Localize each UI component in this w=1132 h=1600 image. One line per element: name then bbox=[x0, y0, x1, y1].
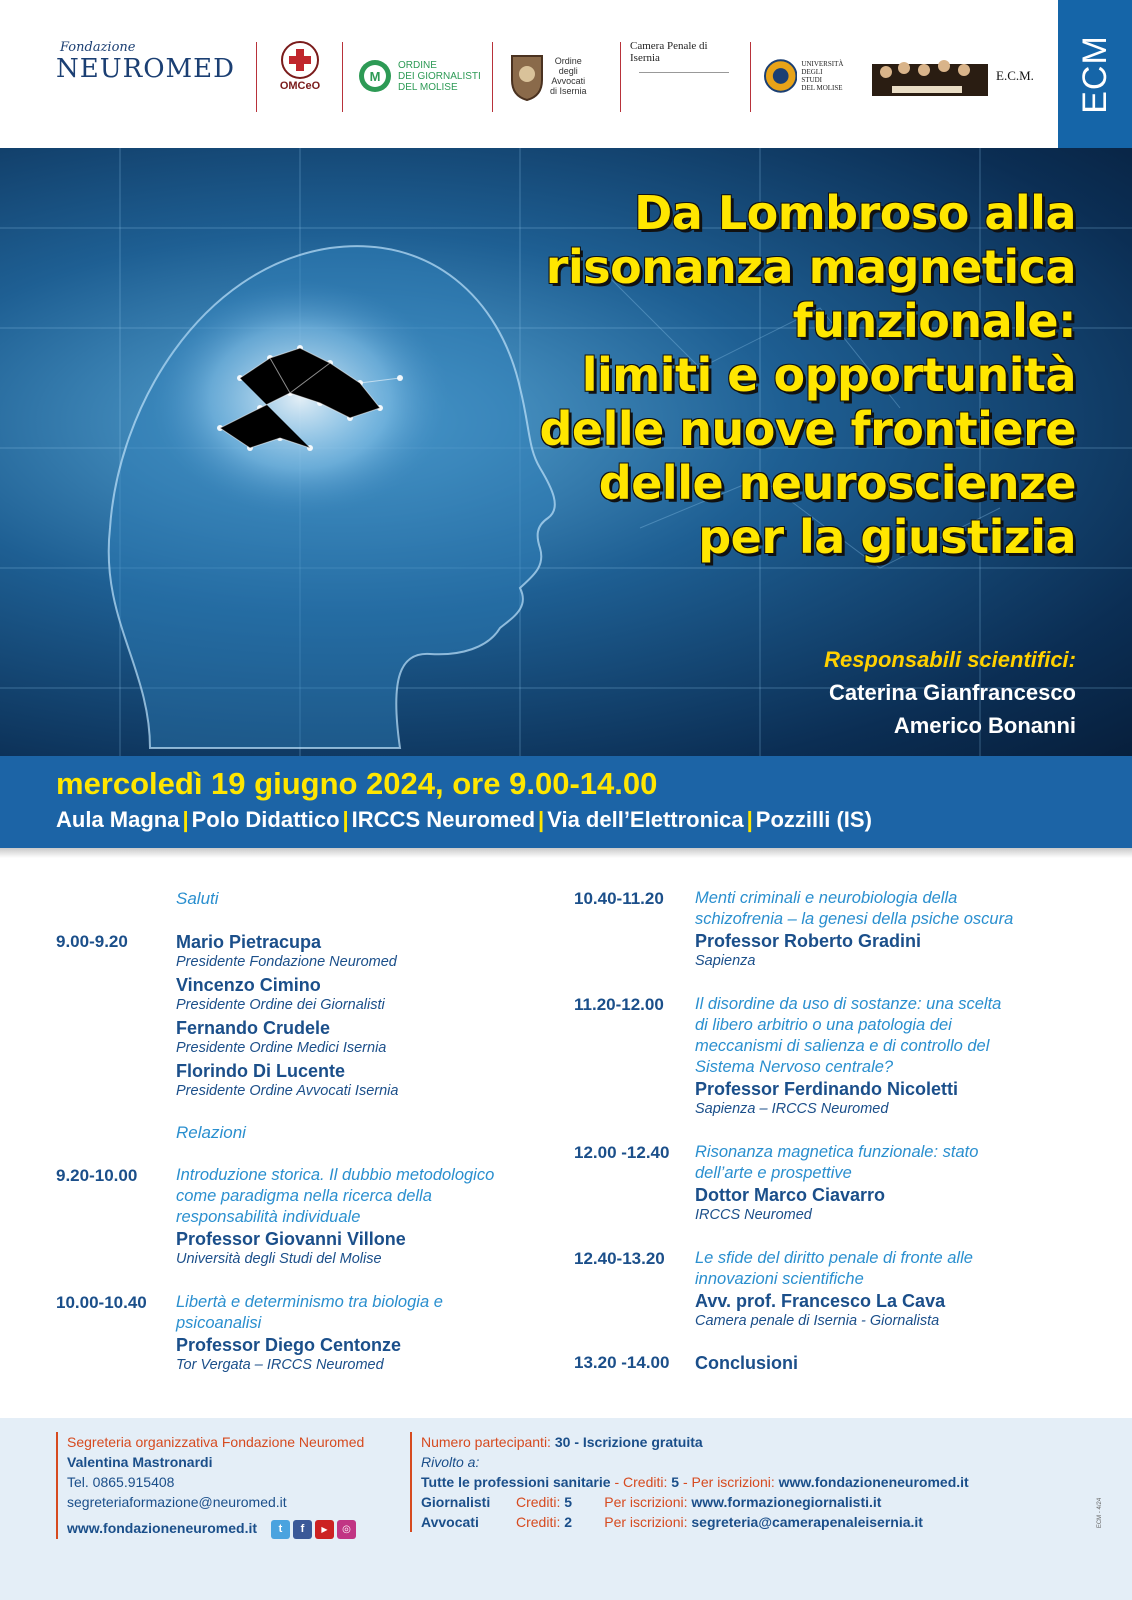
document-code: ECM - 4/24 bbox=[1097, 1497, 1104, 1529]
ordine-avvocati-text: Ordine degli Avvocati di Isernia bbox=[550, 56, 587, 96]
ordine-avvocati-logo bbox=[508, 40, 608, 112]
avvocati-crest-icon bbox=[508, 50, 546, 102]
program-entry-closing: 13.20 -14.00 Conclusioni bbox=[574, 1353, 798, 1373]
divider bbox=[492, 42, 493, 112]
svg-text:M: M bbox=[369, 69, 381, 84]
divider bbox=[750, 42, 751, 112]
omceo-emblem-icon bbox=[280, 40, 320, 80]
program-entry: 12.40-13.20 Le sfide del diritto penale di fronte alle innovazioni scientifiche Avv. prof. Francesco La Cava Camera penale di Isernia - Giornalista bbox=[574, 1249, 973, 1329]
registration-link[interactable]: www.formazionegiornalisti.it bbox=[691, 1494, 882, 1510]
ecm-tab: ECM bbox=[1058, 0, 1132, 148]
band-shadow bbox=[0, 848, 1132, 858]
event-title: Da Lombroso alla risonanza magnetica funzionale: limiti e opportunità delle nuove frontiere delle neuroscienze per la giustizia bbox=[539, 186, 1076, 564]
twitter-icon[interactable]: t bbox=[271, 1520, 290, 1539]
camera-penale-logo: Camera Penale di Isernia bbox=[630, 40, 738, 112]
underline bbox=[639, 72, 729, 73]
audience-row: Tutte le professioni sanitarie - Crediti: 5 - Per iscrizioni: www.fondazioneneuromed.it bbox=[421, 1474, 969, 1490]
divider bbox=[620, 42, 621, 112]
contact-email[interactable]: segreteriaformazione@neuromed.it bbox=[67, 1494, 287, 1510]
program-entry-saluti: 9.00-9.20 Mario Pietracupa Presidente Fondazione Neuromed Vincenzo Cimino Presidente Ordine dei Giornalisti Fernando Crudele Presidente Ordine Medici Isernia Florindo Di Lucente Presidente Ordine Avvocati Isernia bbox=[56, 932, 399, 1099]
anatomy-lesson-painting-icon bbox=[872, 56, 988, 96]
date-location-band bbox=[0, 756, 1132, 848]
ordine-giornalisti-emblem-icon bbox=[358, 59, 392, 93]
scientific-leads: Responsabili scientifici: Caterina Gianfrancesco Americo Bonanni bbox=[824, 647, 1076, 738]
hero-banner bbox=[0, 148, 1132, 756]
youtube-icon[interactable]: ▶ bbox=[315, 1520, 334, 1539]
instagram-icon[interactable]: ◎ bbox=[337, 1520, 356, 1539]
website-link[interactable]: www.fondazioneneuromed.it bbox=[67, 1520, 258, 1536]
program-right-column bbox=[574, 888, 1094, 1374]
registration-link[interactable]: segreteria@camerapenaleisernia.it bbox=[691, 1514, 923, 1530]
ecm-logo: E.C.M. bbox=[872, 40, 1052, 112]
university-seal-icon bbox=[764, 59, 797, 93]
ordine-giornalisti-logo bbox=[358, 40, 483, 112]
registration-info: Numero partecipanti: 30 - Iscrizione gratuita Rivolto a: Tutte le professioni sanitarie - Crediti: 5 - Per iscrizioni: www.fondazioneneuromed.it Giornalisti Crediti: 5 Per iscrizioni: www.formazionegiornalisti.it Avvocati Crediti: 2 Per iscrizioni: segreteria@camerapenaleisernia.it bbox=[410, 1432, 1090, 1532]
event-location: Aula Magna | Polo Didattico | IRCCS Neuromed | Via dell’Elettronica | Pozzilli (IS) bbox=[56, 807, 872, 832]
event-date: mercoledì 19 giugno 2024, ore 9.00-14.00 bbox=[56, 766, 658, 801]
website-row bbox=[67, 1518, 364, 1539]
audience-row: Giornalisti Crediti: 5 Per iscrizioni: www.formazionegiornalisti.it bbox=[421, 1494, 882, 1510]
segreteria-block: Segreteria organizzativa Fondazione Neuromed Valentina Mastronardi Tel. 0865.915408 segreteriaformazione@neuromed.it www.fondazioneneuromed.it t f ▶ ◎ bbox=[56, 1432, 364, 1539]
program-entry: 11.20-12.00 Il disordine da uso di sostanze: una scelta di libero arbitrio o una patologia dei meccanismi di salienza e di controllo del Sistema Nervoso centrale? Professor Ferdinando Nicoletti Sapienza – IRCCS Neuromed bbox=[574, 995, 1002, 1117]
footer bbox=[0, 1418, 1132, 1600]
program-left-column bbox=[56, 888, 556, 1374]
registration-link[interactable]: www.fondazioneneuromed.it bbox=[778, 1474, 969, 1490]
universita-text: UNIVERSITÀ DEGLI STUDI DEL MOLISE bbox=[801, 60, 844, 92]
program-entry: 9.20-10.00 Introduzione storica. Il dubbio metodologico come paradigma nella ricerca della responsabilità individuale Professor Giovanni Villone Università degli Studi del Molise bbox=[56, 1166, 495, 1267]
participants-row: Numero partecipanti: 30 - Iscrizione gratuita bbox=[421, 1434, 703, 1450]
ordine-giornalisti-text: ORDINE DEI GIORNALISTI DEL MOLISE bbox=[398, 59, 481, 93]
logo-bar bbox=[0, 0, 1058, 148]
divider bbox=[256, 42, 257, 112]
divider bbox=[342, 42, 343, 112]
neuromed-logo: Fondazione NEUROMED bbox=[56, 40, 235, 84]
audience-row: Avvocati Crediti: 2 Per iscrizioni: segreteria@camerapenaleisernia.it bbox=[421, 1514, 923, 1530]
program-section-header: Relazioni bbox=[176, 1123, 246, 1142]
program-entry: 12.00 -12.40 Risonanza magnetica funzionale: stato dell’arte e prospettive Dottor Marco Ciavarro IRCCS Neuromed bbox=[574, 1143, 979, 1223]
omceo-logo: OMCeO bbox=[274, 40, 326, 112]
program-entry: 10.00-10.40 Libertà e determinismo tra biologia e psicoanalisi Professor Diego Centonze Tor Vergata – IRCCS Neuromed bbox=[56, 1293, 443, 1373]
program-entry: 10.40-11.20 Menti criminali e neurobiologia della schizofrenia – la genesi della psiche oscura Professor Roberto Gradini Sapienza bbox=[574, 889, 1014, 969]
program-section-header: Saluti bbox=[176, 889, 219, 908]
universita-molise-logo bbox=[764, 40, 844, 112]
facebook-icon[interactable]: f bbox=[293, 1520, 312, 1539]
